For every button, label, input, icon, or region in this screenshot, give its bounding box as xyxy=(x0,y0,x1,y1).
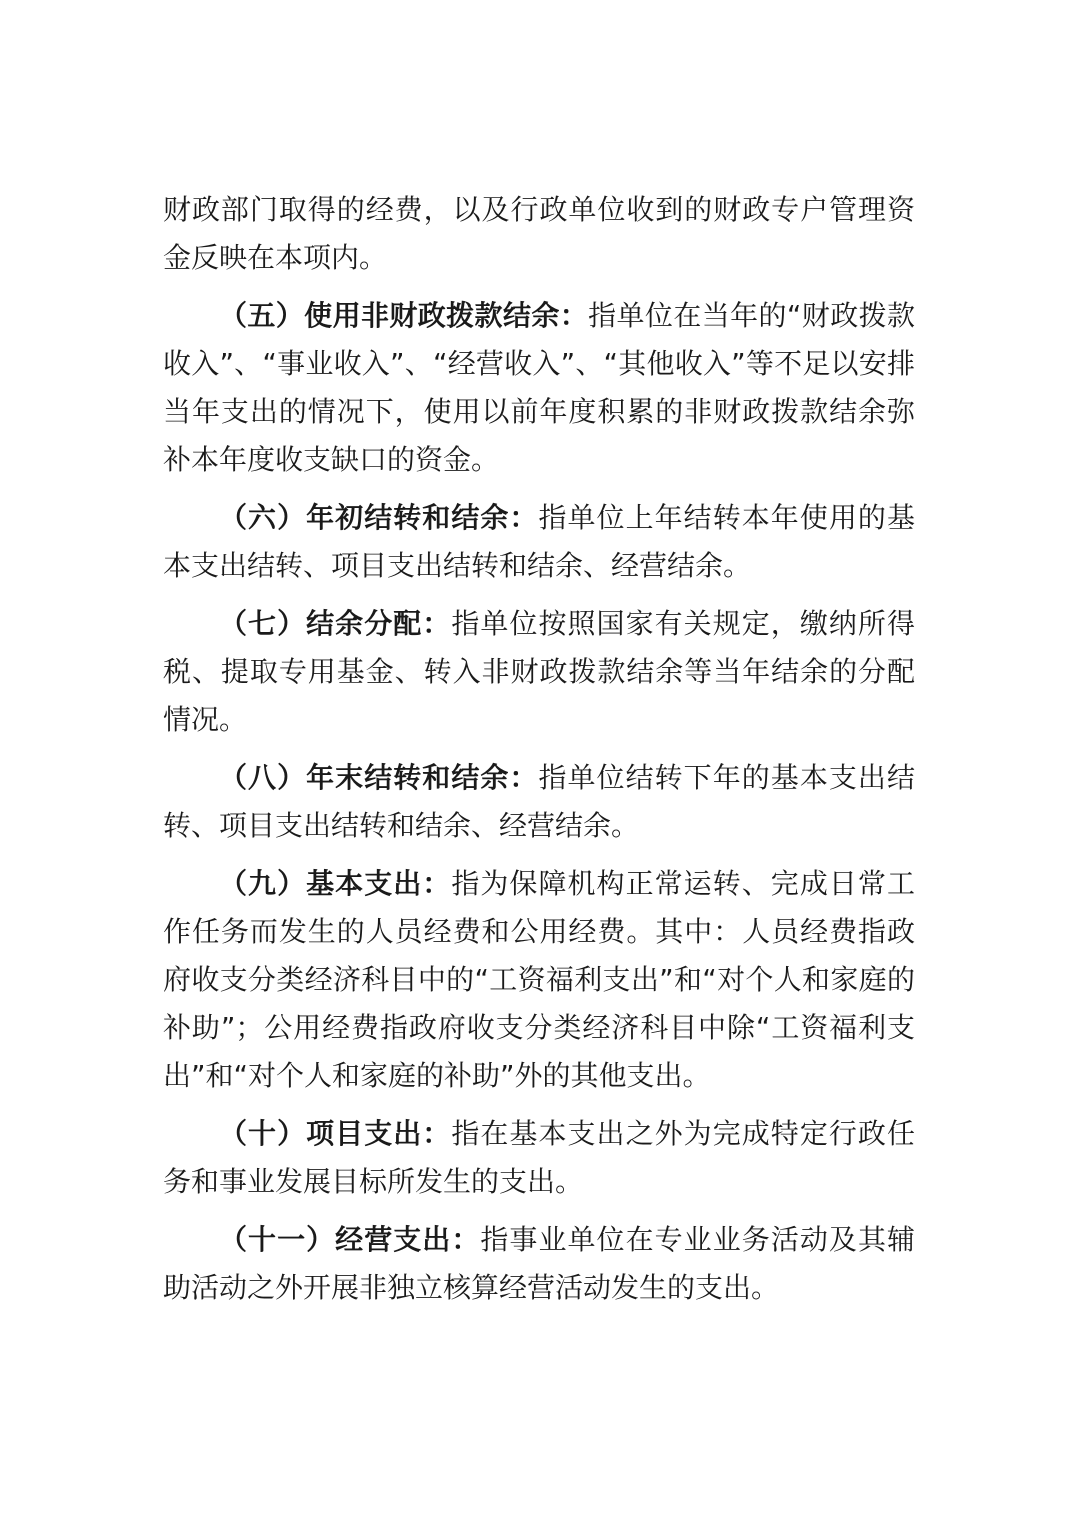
paragraph-continuation xyxy=(163,186,915,282)
paragraph-item-10 xyxy=(163,1110,915,1206)
item-definition: 指单位上年结转本年使用的基本支出结转、项目支出结转和结余、经营结余。 xyxy=(163,501,915,582)
item-term: （五）使用非财政拨款结余： xyxy=(219,299,589,332)
paragraph-item-9 xyxy=(163,860,915,1100)
document-page xyxy=(163,186,915,1322)
paragraph-item-7 xyxy=(163,600,915,744)
item-term: （七）结余分配： xyxy=(219,607,452,640)
item-definition: 指在基本支出之外为完成特定行政任务和事业发展目标所发生的支出。 xyxy=(163,1117,915,1198)
paragraph-item-8 xyxy=(163,754,915,850)
paragraph-item-11 xyxy=(163,1216,915,1312)
paragraph-item-5 xyxy=(163,292,915,484)
paragraph-body: 财政部门取得的经费，以及行政单位收到的财政专户管理资金反映在本项内。 xyxy=(163,193,915,274)
item-definition: 指单位按照国家有关规定，缴纳所得税、提取专用基金、转入非财政拨款结余等当年结余的分配情况。 xyxy=(163,607,915,736)
paragraph-item-6 xyxy=(163,494,915,590)
item-definition: 指事业单位在专业业务活动及其辅助活动之外开展非独立核算经营活动发生的支出。 xyxy=(163,1223,915,1304)
item-definition: 指单位在当年的“财政拨款收入”、“事业收入”、“经营收入”、“其他收入”等不足以安排当年支出的情况下，使用以前年度积累的非财政拨款结余弥补本年度收支缺口的资金。 xyxy=(163,299,915,476)
item-term: （十一）经营支出： xyxy=(219,1223,481,1256)
item-definition: 指单位结转下年的基本支出结转、项目支出结转和结余、经营结余。 xyxy=(163,761,915,842)
item-term: （六）年初结转和结余： xyxy=(219,501,539,534)
item-term: （九）基本支出： xyxy=(219,867,452,900)
item-definition: 指为保障机构正常运转、完成日常工作任务而发生的人员经费和公用经费。其中：人员经费指政府收支分类经济科目中的“工资福利支出”和“对个人和家庭的补助”；公用经费指政府收支分类经济科目中除“工资福利支出”和“对个人和家庭的补助”外的其他支出。 xyxy=(163,867,915,1092)
item-term: （八）年末结转和结余： xyxy=(219,761,539,794)
item-term: （十）项目支出： xyxy=(219,1117,452,1150)
